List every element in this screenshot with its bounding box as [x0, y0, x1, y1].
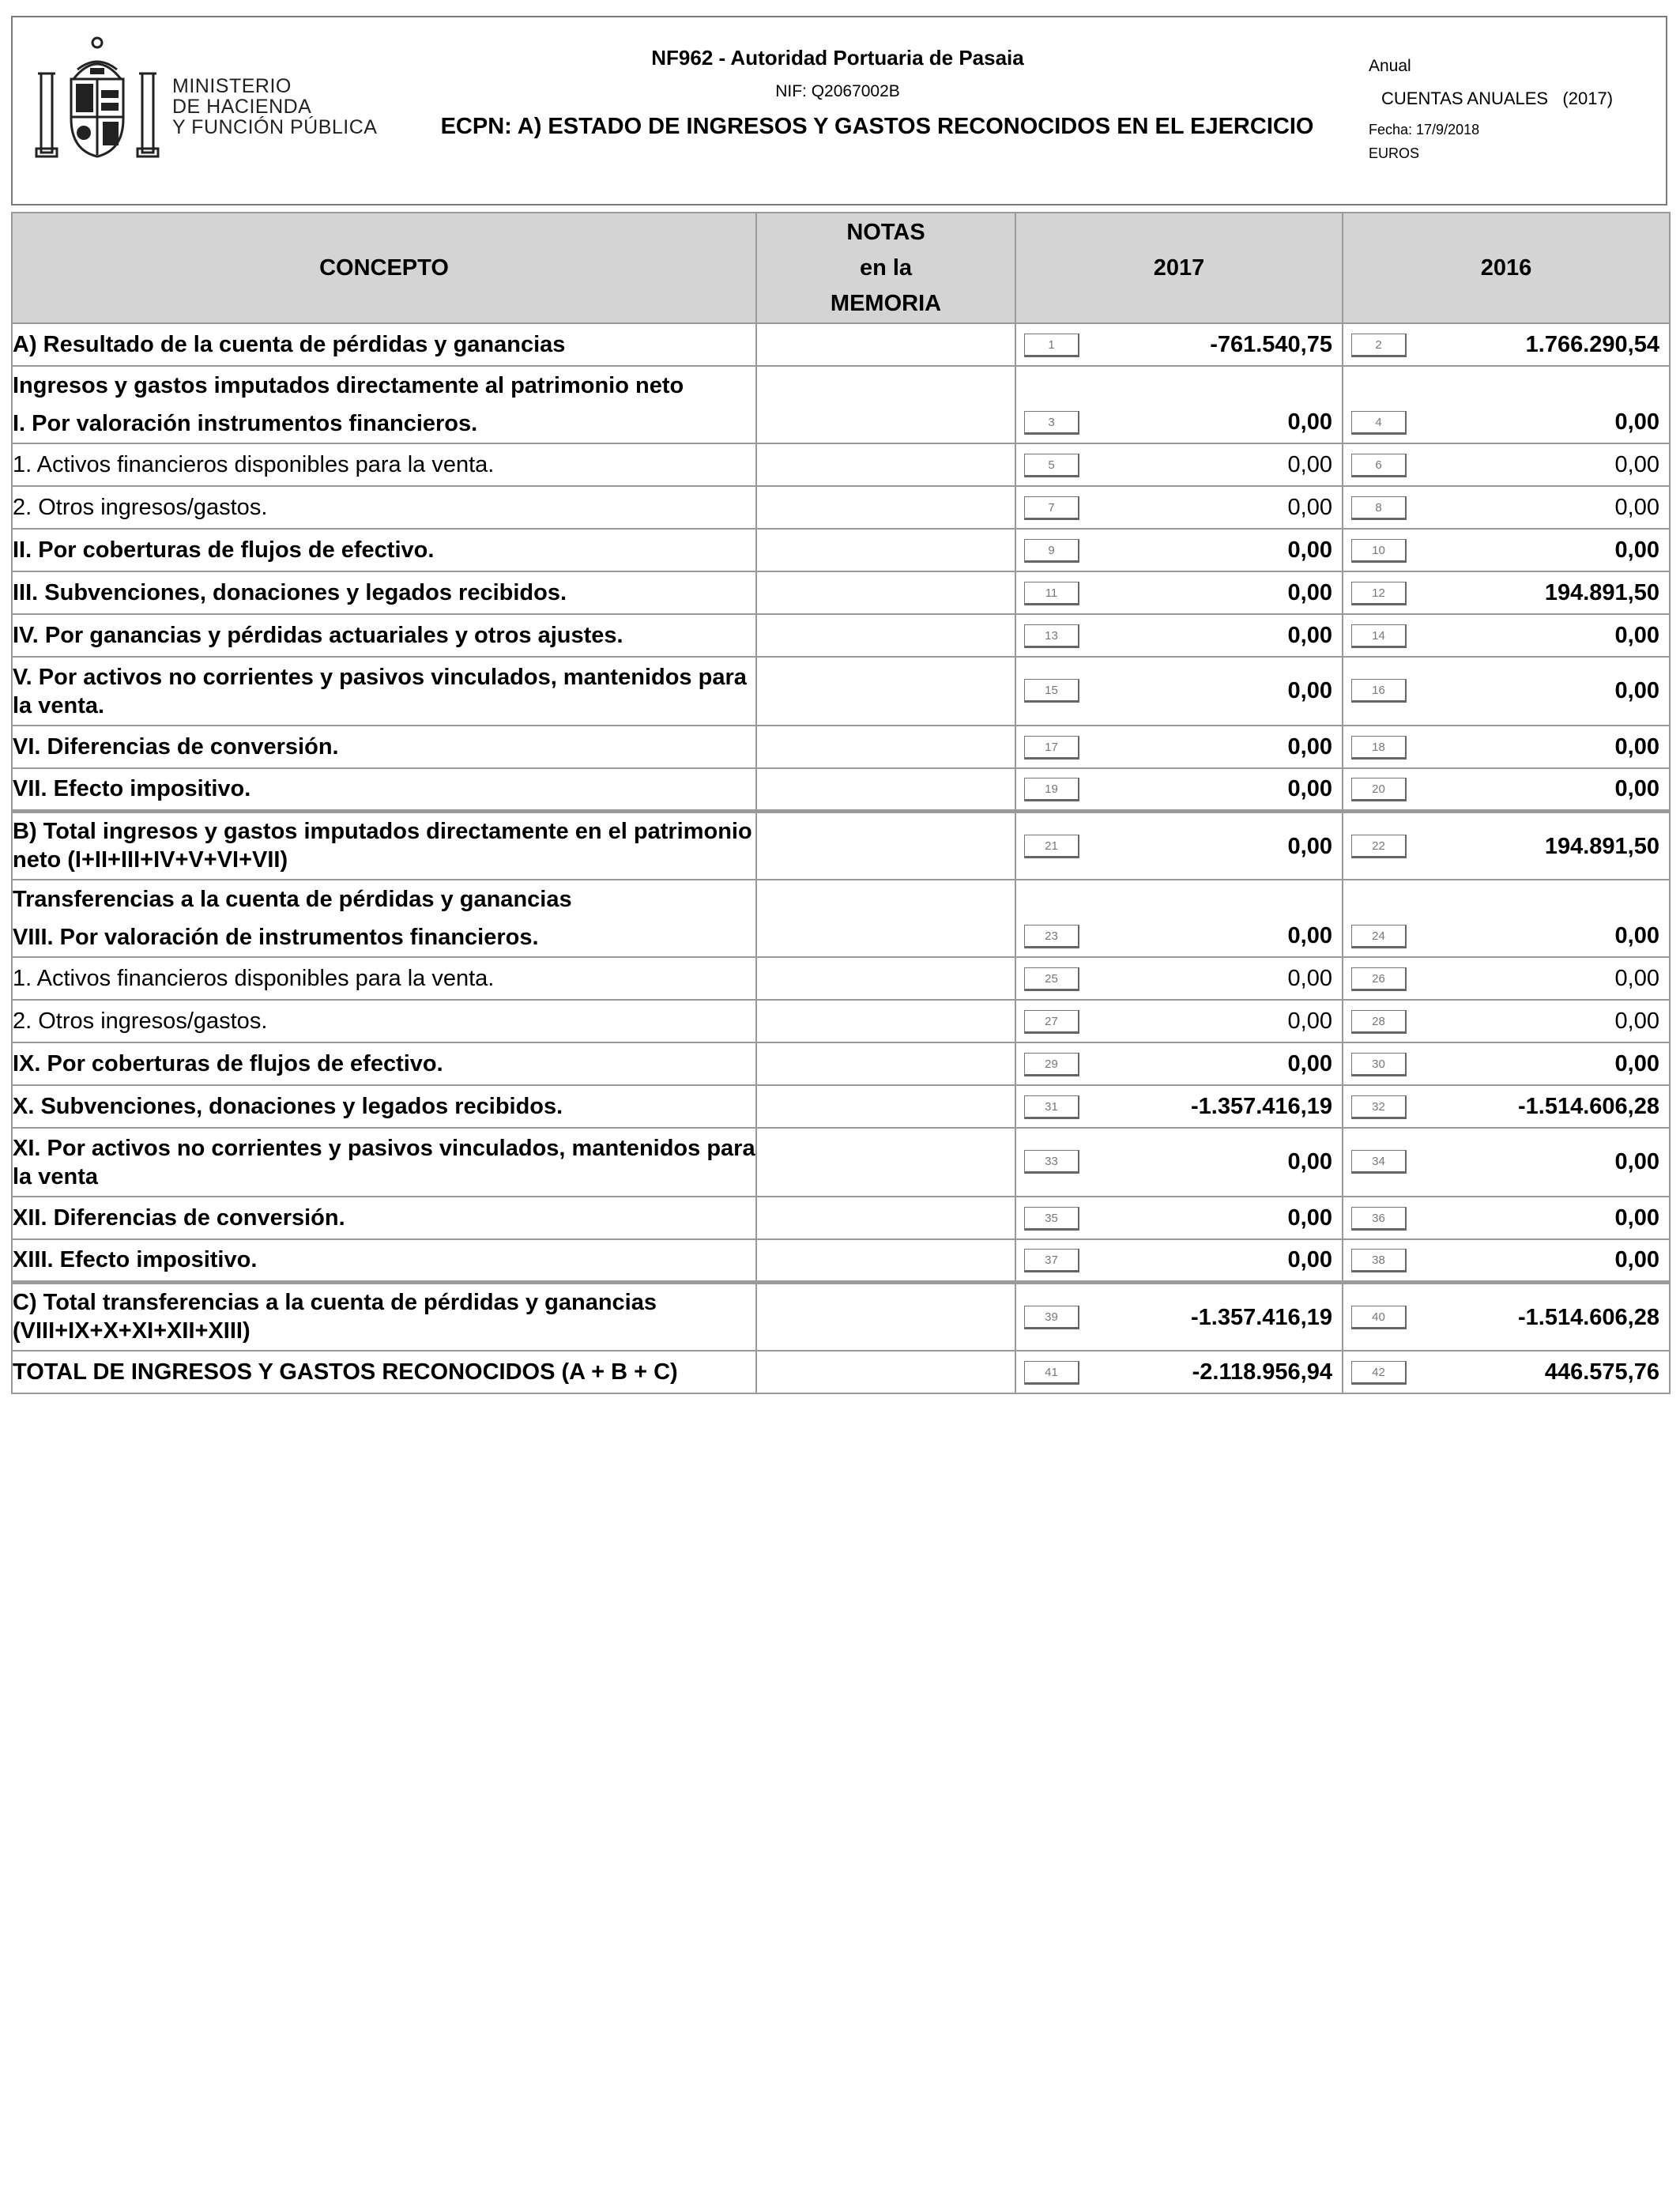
- table-row: [12, 811, 1670, 880]
- field-number-box: 11: [1024, 582, 1079, 605]
- notes-header-line: MEMORIA: [830, 290, 942, 316]
- value-cell-2016: [1343, 323, 1670, 366]
- value-cell-2016: [1343, 880, 1670, 957]
- value-2017: -761.540,75: [1210, 332, 1332, 357]
- field-number-box: 16: [1351, 679, 1407, 703]
- field-number-box: 28: [1351, 1010, 1407, 1034]
- notes-cell: [756, 571, 1015, 614]
- value-cell-2017: [1015, 366, 1343, 443]
- table-row: [12, 1197, 1670, 1239]
- table-row: [12, 486, 1670, 529]
- ministry-line: DE HACIENDA: [172, 96, 312, 118]
- value-2017: 0,00: [1287, 923, 1332, 948]
- notes-cell: [756, 1197, 1015, 1239]
- table-row: [12, 657, 1670, 726]
- field-number-box: 34: [1351, 1150, 1407, 1174]
- entity-nif: NIF: Q2067002B: [775, 82, 900, 100]
- notes-cell: [756, 1128, 1015, 1197]
- field-number-box: 6: [1351, 454, 1407, 477]
- column-header-concept: CONCEPTO: [12, 213, 756, 323]
- field-number-box: 30: [1351, 1053, 1407, 1076]
- table-row: [12, 443, 1670, 486]
- value-2017: -2.118.956,94: [1192, 1359, 1332, 1385]
- value-cell-2017: [1015, 880, 1343, 957]
- ministry-name: [172, 76, 377, 138]
- entity-name: NF962 - Autoridad Portuaria de Pasaia: [651, 46, 1024, 70]
- income-expense-table: [11, 212, 1671, 1394]
- field-number-box: 4: [1351, 411, 1407, 435]
- notes-cell: [756, 366, 1015, 443]
- table-row: [12, 1239, 1670, 1282]
- table-row: [12, 1000, 1670, 1042]
- field-number-box: 2: [1351, 334, 1407, 357]
- table-row: [12, 366, 1670, 443]
- notes-cell: [756, 486, 1015, 529]
- concept-cell: X. Subvenciones, donaciones y legados recibidos.: [12, 1085, 756, 1128]
- field-number-box: 32: [1351, 1095, 1407, 1119]
- table-row: [12, 614, 1670, 657]
- notes-cell: [756, 1239, 1015, 1282]
- value-cell-2016: [1343, 1042, 1670, 1085]
- field-number-box: 1: [1024, 334, 1079, 357]
- column-header-notes: [756, 213, 1015, 323]
- table-row: [12, 529, 1670, 571]
- value-2016: 0,00: [1614, 923, 1659, 948]
- value-2016: 0,00: [1614, 1205, 1659, 1231]
- value-2017: 0,00: [1287, 966, 1332, 991]
- table-row: [12, 1128, 1670, 1197]
- value-cell-2016: [1343, 726, 1670, 768]
- field-number-box: 21: [1024, 835, 1079, 858]
- value-cell-2016: [1343, 366, 1670, 443]
- value-cell-2016: [1343, 614, 1670, 657]
- value-cell-2016: [1343, 1351, 1670, 1393]
- field-number-box: 36: [1351, 1207, 1407, 1231]
- value-2017: 0,00: [1287, 623, 1332, 648]
- period-label: Anual: [1369, 57, 1411, 75]
- value-2016: 0,00: [1614, 1246, 1659, 1272]
- field-number-box: 23: [1024, 925, 1079, 948]
- table-row: [12, 571, 1670, 614]
- notes-cell: [756, 323, 1015, 366]
- column-header-2017: 2017: [1015, 213, 1343, 323]
- concept-cell: C) Total transferencias a la cuenta de pérdidas y ganancias (VIII+IX+X+XI+XII+XIII): [12, 1282, 756, 1351]
- value-cell-2016: [1343, 657, 1670, 726]
- concept-cell: XII. Diferencias de conversión.: [12, 1197, 756, 1239]
- field-number-box: 40: [1351, 1306, 1407, 1329]
- ministry-line: Y FUNCIÓN PÚBLICA: [172, 116, 378, 138]
- value-cell-2016: [1343, 768, 1670, 811]
- value-cell-2016: [1343, 811, 1670, 880]
- concept-cell: A) Resultado de la cuenta de pérdidas y ganancias: [12, 323, 756, 366]
- concept-text: VIII. Por valoración de instrumentos financieros.: [13, 925, 539, 950]
- field-number-box: 31: [1024, 1095, 1079, 1119]
- value-2016: 0,00: [1614, 678, 1659, 703]
- table-row: [12, 726, 1670, 768]
- value-2016: 0,00: [1614, 409, 1659, 435]
- notes-cell: [756, 1000, 1015, 1042]
- value-cell-2017: [1015, 768, 1343, 811]
- field-number-box: 25: [1024, 967, 1079, 991]
- field-number-box: 5: [1024, 454, 1079, 477]
- table-row: [12, 323, 1670, 366]
- value-2016: 0,00: [1614, 1008, 1659, 1034]
- notes-cell: [756, 657, 1015, 726]
- concept-cell: IX. Por coberturas de flujos de efectivo.: [12, 1042, 756, 1085]
- concept-cell: II. Por coberturas de flujos de efectivo.: [12, 529, 756, 571]
- value-2016: 0,00: [1614, 495, 1659, 520]
- notes-cell: [756, 811, 1015, 880]
- value-2016: 0,00: [1614, 452, 1659, 477]
- field-number-box: 9: [1024, 539, 1079, 563]
- notes-cell: [756, 957, 1015, 1000]
- concept-cell: 2. Otros ingresos/gastos.: [12, 486, 756, 529]
- field-number-box: 27: [1024, 1010, 1079, 1034]
- notes-cell: [756, 1042, 1015, 1085]
- value-cell-2017: [1015, 486, 1343, 529]
- field-number-box: 18: [1351, 736, 1407, 760]
- document-title: ECPN: A) ESTADO DE INGRESOS Y GASTOS RECONOCIDOS EN EL EJERCICIO: [440, 114, 1314, 139]
- value-2017: 0,00: [1287, 1051, 1332, 1076]
- concept-cell: VI. Diferencias de conversión.: [12, 726, 756, 768]
- value-2017: 0,00: [1287, 834, 1332, 859]
- concept-cell: III. Subvenciones, donaciones y legados recibidos.: [12, 571, 756, 614]
- value-cell-2017: [1015, 1085, 1343, 1128]
- table-row: [12, 768, 1670, 811]
- value-2016: -1.514.606,28: [1518, 1305, 1659, 1330]
- notes-cell: [756, 614, 1015, 657]
- table-row: [12, 880, 1670, 957]
- value-cell-2017: [1015, 957, 1343, 1000]
- field-number-box: 19: [1024, 778, 1079, 801]
- field-number-box: 35: [1024, 1207, 1079, 1231]
- value-cell-2017: [1015, 1042, 1343, 1085]
- value-2017: 0,00: [1287, 1246, 1332, 1272]
- value-2016: 0,00: [1614, 623, 1659, 648]
- field-number-box: 14: [1351, 624, 1407, 648]
- value-cell-2017: [1015, 1282, 1343, 1351]
- field-number-box: 29: [1024, 1053, 1079, 1076]
- field-number-box: 20: [1351, 778, 1407, 801]
- value-cell-2017: [1015, 726, 1343, 768]
- value-cell-2016: [1343, 1197, 1670, 1239]
- value-2017: 0,00: [1287, 1205, 1332, 1231]
- concept-cell: XIII. Efecto impositivo.: [12, 1239, 756, 1282]
- section-heading: Ingresos y gastos imputados directamente al patrimonio neto: [13, 373, 684, 398]
- table-row: [12, 1351, 1670, 1393]
- value-2017: 0,00: [1287, 678, 1332, 703]
- value-2016: 0,00: [1614, 537, 1659, 563]
- notes-cell: [756, 1085, 1015, 1128]
- value-2017: -1.357.416,19: [1191, 1094, 1332, 1119]
- notes-header-line: en la: [859, 254, 913, 281]
- table-row: [12, 957, 1670, 1000]
- field-number-box: 17: [1024, 736, 1079, 760]
- field-number-box: 26: [1351, 967, 1407, 991]
- date-label: Fecha: 17/9/2018: [1369, 122, 1480, 138]
- field-number-box: 7: [1024, 496, 1079, 520]
- notes-header-line: NOTAS: [846, 219, 925, 245]
- concept-cell: V. Por activos no corrientes y pasivos vinculados, mantenidos para la venta.: [12, 657, 756, 726]
- concept-cell: 2. Otros ingresos/gastos.: [12, 1000, 756, 1042]
- currency-label: EUROS: [1369, 145, 1420, 161]
- notes-cell: [756, 768, 1015, 811]
- field-number-box: 3: [1024, 411, 1079, 435]
- value-cell-2017: [1015, 571, 1343, 614]
- value-cell-2017: [1015, 1128, 1343, 1197]
- value-cell-2017: [1015, 529, 1343, 571]
- value-2017: 0,00: [1287, 580, 1332, 605]
- table-row: [12, 1085, 1670, 1128]
- coat-of-arms-icon: [30, 30, 164, 164]
- field-number-box: 33: [1024, 1150, 1079, 1174]
- field-number-box: 10: [1351, 539, 1407, 563]
- value-cell-2017: [1015, 323, 1343, 366]
- concept-cell: B) Total ingresos y gastos imputados directamente en el patrimonio neto (I+II+III+IV+V+VI+VII): [12, 811, 756, 880]
- value-cell-2016: [1343, 486, 1670, 529]
- value-cell-2016: [1343, 1128, 1670, 1197]
- value-2016: 194.891,50: [1544, 834, 1659, 859]
- concept-cell: IV. Por ganancias y pérdidas actuariales y otros ajustes.: [12, 614, 756, 657]
- value-2016: 446.575,76: [1544, 1359, 1659, 1385]
- value-cell-2017: [1015, 657, 1343, 726]
- field-number-box: 12: [1351, 582, 1407, 605]
- notes-cell: [756, 880, 1015, 957]
- ministry-line: MINISTERIO: [172, 75, 292, 97]
- value-cell-2017: [1015, 1351, 1343, 1393]
- concept-cell: 1. Activos financieros disponibles para la venta.: [12, 957, 756, 1000]
- value-2016: 0,00: [1614, 775, 1659, 801]
- table-row: [12, 1042, 1670, 1085]
- value-2017: 0,00: [1287, 1008, 1332, 1034]
- concept-cell: TOTAL DE INGRESOS Y GASTOS RECONOCIDOS (A + B + C): [12, 1351, 756, 1393]
- field-number-box: 41: [1024, 1361, 1079, 1385]
- concept-cell: VII. Efecto impositivo.: [12, 768, 756, 811]
- notes-cell: [756, 1351, 1015, 1393]
- value-cell-2017: [1015, 443, 1343, 486]
- concept-cell: [12, 880, 756, 957]
- notes-cell: [756, 529, 1015, 571]
- value-cell-2016: [1343, 1000, 1670, 1042]
- value-2016: -1.514.606,28: [1518, 1094, 1659, 1119]
- value-2017: 0,00: [1287, 452, 1332, 477]
- value-cell-2017: [1015, 614, 1343, 657]
- value-cell-2016: [1343, 1085, 1670, 1128]
- value-2017: 0,00: [1287, 734, 1332, 760]
- value-cell-2016: [1343, 529, 1670, 571]
- value-2017: 0,00: [1287, 537, 1332, 563]
- value-cell-2017: [1015, 1000, 1343, 1042]
- field-number-box: 37: [1024, 1249, 1079, 1272]
- field-number-box: 15: [1024, 679, 1079, 703]
- table-row: [12, 1282, 1670, 1351]
- value-2016: 0,00: [1614, 966, 1659, 991]
- value-cell-2016: [1343, 1282, 1670, 1351]
- value-2016: 0,00: [1614, 1051, 1659, 1076]
- value-2017: -1.357.416,19: [1191, 1305, 1332, 1330]
- value-cell-2016: [1343, 1239, 1670, 1282]
- table-header-row: [12, 213, 1670, 323]
- field-number-box: 22: [1351, 835, 1407, 858]
- value-2016: 0,00: [1614, 1149, 1659, 1174]
- concept-text: I. Por valoración instrumentos financieros.: [13, 411, 478, 436]
- section-heading: Transferencias a la cuenta de pérdidas y ganancias: [13, 887, 572, 912]
- notes-cell: [756, 443, 1015, 486]
- field-number-box: 24: [1351, 925, 1407, 948]
- value-2017: 0,00: [1287, 1149, 1332, 1174]
- accounts-label: CUENTAS ANUALES (2017): [1381, 89, 1614, 108]
- field-number-box: 13: [1024, 624, 1079, 648]
- value-2017: 0,00: [1287, 775, 1332, 801]
- value-cell-2017: [1015, 1197, 1343, 1239]
- concept-cell: [12, 366, 756, 443]
- value-cell-2017: [1015, 811, 1343, 880]
- value-2016: 194.891,50: [1544, 580, 1659, 605]
- field-number-box: 8: [1351, 496, 1407, 520]
- notes-cell: [756, 1282, 1015, 1351]
- concept-cell: 1. Activos financieros disponibles para la venta.: [12, 443, 756, 486]
- field-number-box: 39: [1024, 1306, 1079, 1329]
- value-cell-2016: [1343, 957, 1670, 1000]
- value-2017: 0,00: [1287, 495, 1332, 520]
- field-number-box: 38: [1351, 1249, 1407, 1272]
- field-number-box: 42: [1351, 1361, 1407, 1385]
- column-header-2016: 2016: [1343, 213, 1670, 323]
- value-2016: 1.766.290,54: [1525, 332, 1659, 357]
- concept-cell: XI. Por activos no corrientes y pasivos vinculados, mantenidos para la venta: [12, 1128, 756, 1197]
- notes-cell: [756, 726, 1015, 768]
- value-2017: 0,00: [1287, 409, 1332, 435]
- value-cell-2016: [1343, 571, 1670, 614]
- value-cell-2016: [1343, 443, 1670, 486]
- value-cell-2017: [1015, 1239, 1343, 1282]
- value-2016: 0,00: [1614, 734, 1659, 760]
